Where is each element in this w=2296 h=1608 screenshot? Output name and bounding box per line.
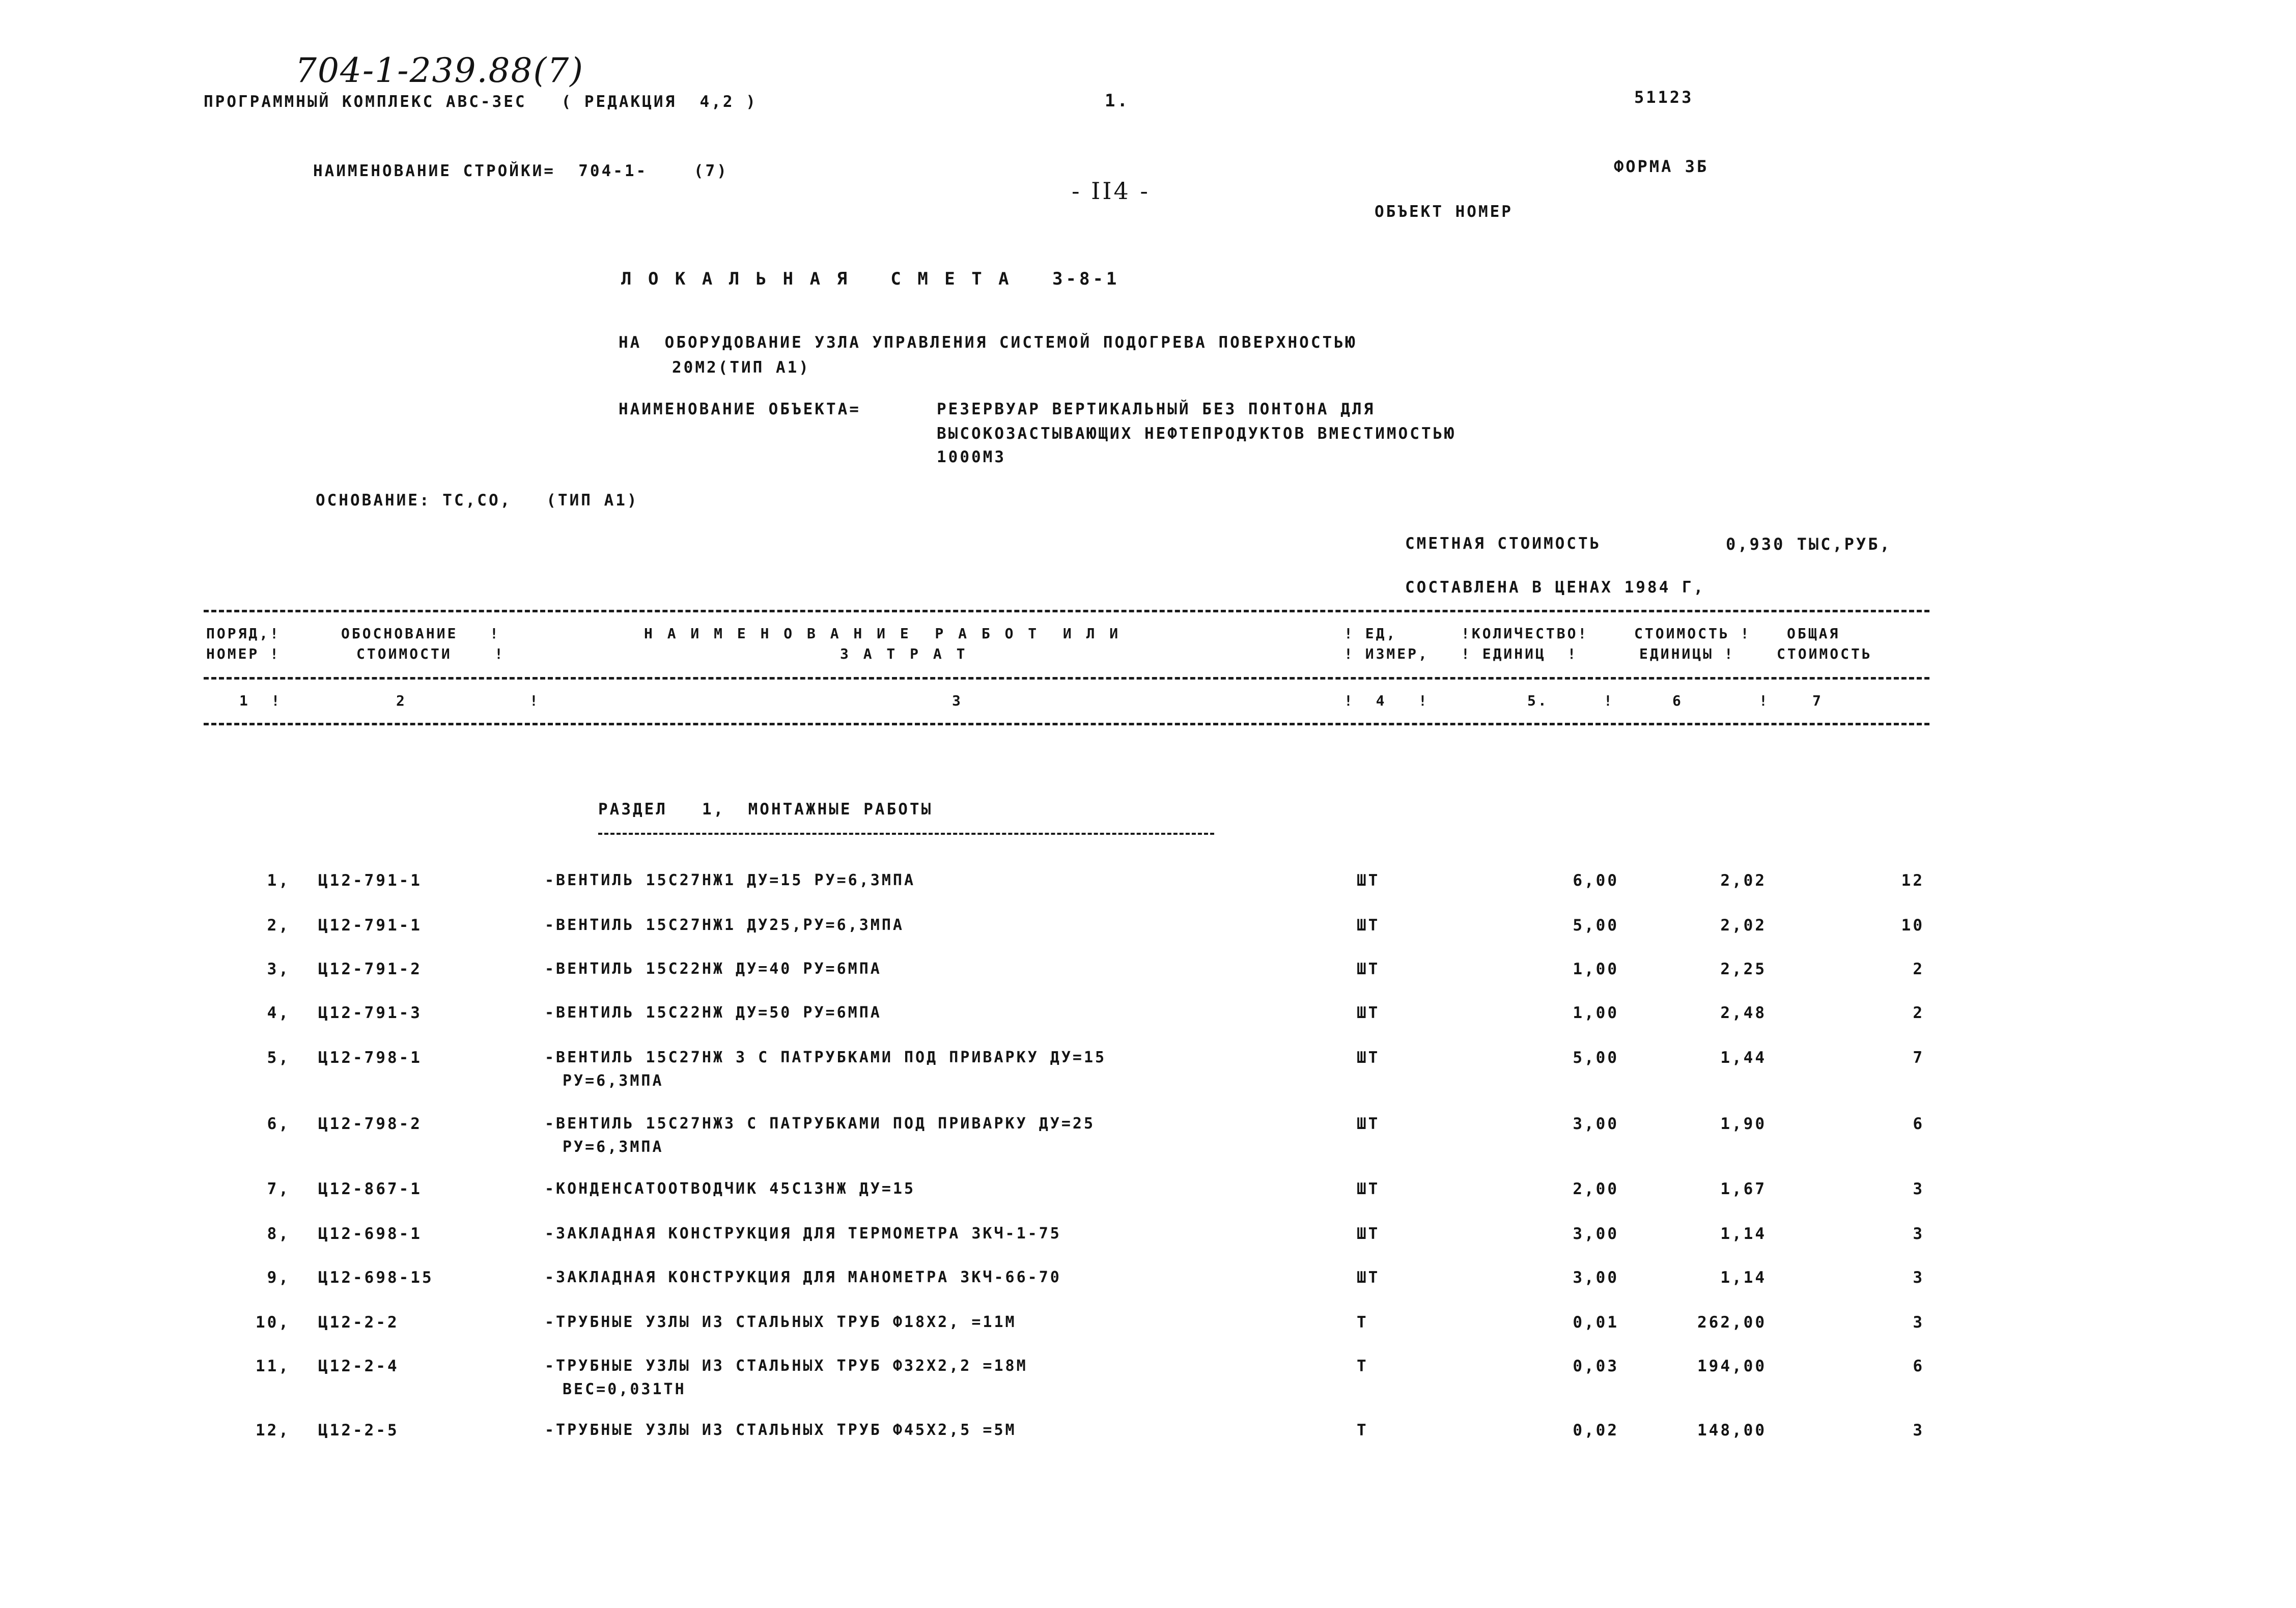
col-name-header-2: З А Т Р А Т — [840, 645, 968, 662]
program-line: ПРОГРАММНЫЙ КОМПЛЕКС АВС-3ЕС ( РЕДАКЦИЯ 4,2 ) — [204, 93, 758, 111]
row-qty: 1,00 — [1573, 960, 1619, 978]
row-code: Ц12-2-2 — [318, 1313, 399, 1332]
row-unit: ШТ — [1357, 871, 1380, 890]
row-name: -ЗАКЛАДНАЯ КОНСТРУКЦИЯ ДЛЯ МАНОМЕТРА ЗКЧ-66-70 — [545, 1268, 1061, 1286]
row-total: 3 — [1913, 1421, 1924, 1440]
col-num-3: 3 — [952, 692, 963, 709]
col-num-1: 1 ! — [239, 692, 282, 709]
object-number-label: ОБЪЕКТ НОМЕР — [1375, 203, 1513, 221]
row-code: Ц12-698-1 — [318, 1225, 422, 1243]
row-name: -ВЕНТИЛЬ 15С27НЖ1 ДУ=15 РУ=6,3МПА — [545, 871, 916, 889]
row-qty: 0,01 — [1573, 1313, 1619, 1332]
row-number: 10, — [256, 1313, 290, 1332]
row-unit: ШТ — [1357, 1115, 1380, 1133]
row-code: Ц12-791-1 — [318, 916, 422, 935]
row-code: Ц12-798-1 — [318, 1049, 422, 1067]
estimate-heading: Л О К А Л Ь Н А Я С М Е Т А 3-8-1 — [621, 269, 1120, 289]
row-total: 6 — [1913, 1357, 1924, 1375]
col-unit-header-2: ! ИЗМЕР, — [1344, 645, 1429, 662]
col-num-6: 6 — [1672, 692, 1683, 709]
row-code: Ц12-698-15 — [318, 1268, 434, 1287]
col-sep-6: ! — [1604, 692, 1614, 709]
col-basis-header: ОБОСНОВАНИЕ ! — [341, 625, 500, 642]
col-num-2: 2 — [396, 692, 407, 709]
row-code: Ц12-2-4 — [318, 1357, 399, 1375]
row-number: 3, — [267, 960, 290, 978]
prices-line: СОСТАВЛЕНА В ЦЕНАХ 1984 Г, — [1405, 578, 1705, 597]
row-number: 9, — [267, 1268, 290, 1287]
row-price: 1,14 — [1720, 1225, 1767, 1243]
row-number: 4, — [267, 1004, 290, 1022]
row-total: 3 — [1913, 1180, 1924, 1198]
row-total: 3 — [1913, 1313, 1924, 1332]
row-qty: 0,03 — [1573, 1357, 1619, 1375]
row-price: 1,14 — [1720, 1268, 1767, 1287]
row-price: 262,00 — [1697, 1313, 1767, 1332]
col-unit-header: ! ЕД, — [1344, 625, 1397, 642]
section-heading: РАЗДЕЛ 1, МОНТАЖНЫЕ РАБОТЫ — [598, 800, 933, 819]
row-price: 1,90 — [1720, 1115, 1767, 1133]
cost-value: 0,930 ТЫС,РУБ, — [1726, 534, 1892, 554]
row-price: 2,02 — [1720, 871, 1767, 890]
sheet-number: - II4 - — [1072, 177, 1150, 205]
col-sep-7: ! — [1759, 692, 1770, 709]
row-name: -ЗАКЛАДНАЯ КОНСТРУКЦИЯ ДЛЯ ТЕРМОМЕТРА ЗКЧ-1-75 — [545, 1225, 1061, 1243]
col-qty-header-2: ! ЕДИНИЦ ! — [1461, 645, 1578, 662]
row-number: 8, — [267, 1225, 290, 1243]
row-number: 5, — [267, 1049, 290, 1067]
equipment-line-2: 20М2(ТИП А1) — [672, 358, 810, 377]
row-number: 7, — [267, 1180, 290, 1198]
handwritten-code: 704-1-239.88(7) — [295, 51, 584, 90]
row-total: 7 — [1913, 1049, 1924, 1067]
doc-number: 51123 — [1634, 88, 1694, 107]
row-name: -ВЕНТИЛЬ 15С27НЖ1 ДУ25,РУ=6,3МПА — [545, 916, 904, 934]
row-unit: ШТ — [1357, 960, 1380, 978]
row-code: Ц12-867-1 — [318, 1180, 422, 1198]
row-name: -ТРУБНЫЕ УЗЛЫ ИЗ СТАЛЬНЫХ ТРУБ Ф45Х2,5 =5М — [545, 1421, 1017, 1439]
equipment-line-1: НА ОБОРУДОВАНИЕ УЗЛА УПРАВЛЕНИЯ СИСТЕМОЙ ПОДОГРЕВА ПОВЕРХНОСТЬЮ — [619, 333, 1357, 352]
section-underline — [598, 833, 1214, 835]
row-qty: 3,00 — [1573, 1268, 1619, 1287]
row-unit: ШТ — [1357, 1049, 1380, 1067]
row-qty: 0,02 — [1573, 1421, 1619, 1440]
row-code: Ц12-791-1 — [318, 871, 422, 890]
row-name: -ВЕНТИЛЬ 15С27НЖ3 С ПАТРУБКАМИ ПОД ПРИВАРКУ ДУ=25 — [545, 1115, 1096, 1133]
row-unit: Т — [1357, 1313, 1368, 1332]
row-total: 3 — [1913, 1268, 1924, 1287]
col-order-header: ПОРЯД,! — [206, 625, 281, 642]
row-name: -ТРУБНЫЕ УЗЛЫ ИЗ СТАЛЬНЫХ ТРУБ Ф18Х2, =11М — [545, 1313, 1017, 1331]
col-total-header: ОБЩАЯ — [1787, 625, 1840, 642]
row-price: 2,02 — [1720, 916, 1767, 935]
row-name: -ВЕНТИЛЬ 15С27НЖ 3 С ПАТРУБКАМИ ПОД ПРИВАРКУ ДУ=15 — [545, 1049, 1107, 1066]
form-label: ФОРМА 3Б — [1614, 157, 1709, 176]
col-price-header-2: ЕДИНИЦЫ ! — [1639, 645, 1735, 662]
row-name: -ВЕНТИЛЬ 15С22НЖ ДУ=40 РУ=6МПА — [545, 960, 882, 978]
object-label: НАИМЕНОВАНИЕ ОБЪЕКТА= — [619, 400, 861, 418]
row-number: 11, — [256, 1357, 290, 1375]
object-line-2: ВЫСОКОЗАСТЫВАЮЩИХ НЕФТЕПРОДУКТОВ ВМЕСТИМОСТЬЮ — [937, 425, 1456, 443]
row-total: 2 — [1913, 1004, 1924, 1022]
row-unit: Т — [1357, 1421, 1368, 1440]
row-total: 6 — [1913, 1115, 1924, 1133]
row-qty: 2,00 — [1573, 1180, 1619, 1198]
row-price: 1,67 — [1720, 1180, 1767, 1198]
header-rule — [204, 677, 1929, 680]
col-qty-header: !КОЛИЧЕСТВО! — [1461, 625, 1589, 642]
row-unit: ШТ — [1357, 1004, 1380, 1022]
row-qty: 1,00 — [1573, 1004, 1619, 1022]
row-code: Ц12-791-2 — [318, 960, 422, 978]
numbers-rule — [204, 723, 1929, 725]
row-total: 12 — [1901, 871, 1924, 890]
row-unit: ШТ — [1357, 1225, 1380, 1243]
row-name-continuation: РУ=6,3МПА — [563, 1072, 664, 1090]
page-number: 1. — [1105, 91, 1130, 111]
basis-line: ОСНОВАНИЕ: ТС,СО, (ТИП А1) — [316, 491, 639, 510]
object-line-3: 1000М3 — [937, 448, 1006, 466]
row-unit: ШТ — [1357, 1180, 1380, 1198]
row-number: 6, — [267, 1115, 290, 1133]
row-unit: Т — [1357, 1357, 1368, 1375]
row-price: 2,48 — [1720, 1004, 1767, 1022]
col-basis-header-2: СТОИМОСТИ ! — [356, 645, 506, 662]
col-num-7: 7 — [1812, 692, 1823, 709]
row-qty: 3,00 — [1573, 1115, 1619, 1133]
row-qty: 5,00 — [1573, 916, 1619, 935]
col-num-4: ! 4 ! — [1344, 692, 1429, 709]
row-unit: ШТ — [1357, 916, 1380, 935]
col-sep-3: ! — [529, 692, 540, 709]
col-order-header-2: НОМЕР ! — [206, 645, 281, 662]
row-number: 2, — [267, 916, 290, 935]
row-qty: 3,00 — [1573, 1225, 1619, 1243]
row-price: 1,44 — [1720, 1049, 1767, 1067]
row-price: 148,00 — [1697, 1421, 1767, 1440]
row-code: Ц12-791-3 — [318, 1004, 422, 1022]
row-price: 2,25 — [1720, 960, 1767, 978]
row-unit: ШТ — [1357, 1268, 1380, 1287]
construction-name: НАИМЕНОВАНИЕ СТРОЙКИ= 704-1- (7) — [313, 162, 729, 180]
row-number: 1, — [267, 871, 290, 890]
row-total: 2 — [1913, 960, 1924, 978]
row-name: -ТРУБНЫЕ УЗЛЫ ИЗ СТАЛЬНЫХ ТРУБ Ф32Х2,2 =18М — [545, 1357, 1028, 1375]
col-name-header: Н А И М Е Н О В А Н И Е Р А Б О Т И Л И — [644, 625, 1122, 642]
row-name: -КОНДЕНСАТООТВОДЧИК 45С13НЖ ДУ=15 — [545, 1180, 916, 1198]
row-code: Ц12-2-5 — [318, 1421, 399, 1440]
row-price: 194,00 — [1697, 1357, 1767, 1375]
cost-label: СМЕТНАЯ СТОИМОСТЬ — [1405, 534, 1602, 553]
object-line-1: РЕЗЕРВУАР ВЕРТИКАЛЬНЫЙ БЕЗ ПОНТОНА ДЛЯ — [937, 400, 1376, 418]
row-total: 10 — [1901, 916, 1924, 935]
row-name-continuation: ВЕС=0,031ТН — [563, 1380, 686, 1398]
table-top-rule — [204, 610, 1929, 612]
col-total-header-2: СТОИМОСТЬ — [1777, 645, 1872, 662]
row-qty: 5,00 — [1573, 1049, 1619, 1067]
row-total: 3 — [1913, 1225, 1924, 1243]
row-qty: 6,00 — [1573, 871, 1619, 890]
row-code: Ц12-798-2 — [318, 1115, 422, 1133]
col-price-header: СТОИМОСТЬ ! — [1634, 625, 1751, 642]
row-name-continuation: РУ=6,3МПА — [563, 1138, 664, 1156]
col-num-5: 5. — [1527, 692, 1549, 709]
row-name: -ВЕНТИЛЬ 15С22НЖ ДУ=50 РУ=6МПА — [545, 1004, 882, 1022]
row-number: 12, — [256, 1421, 290, 1440]
